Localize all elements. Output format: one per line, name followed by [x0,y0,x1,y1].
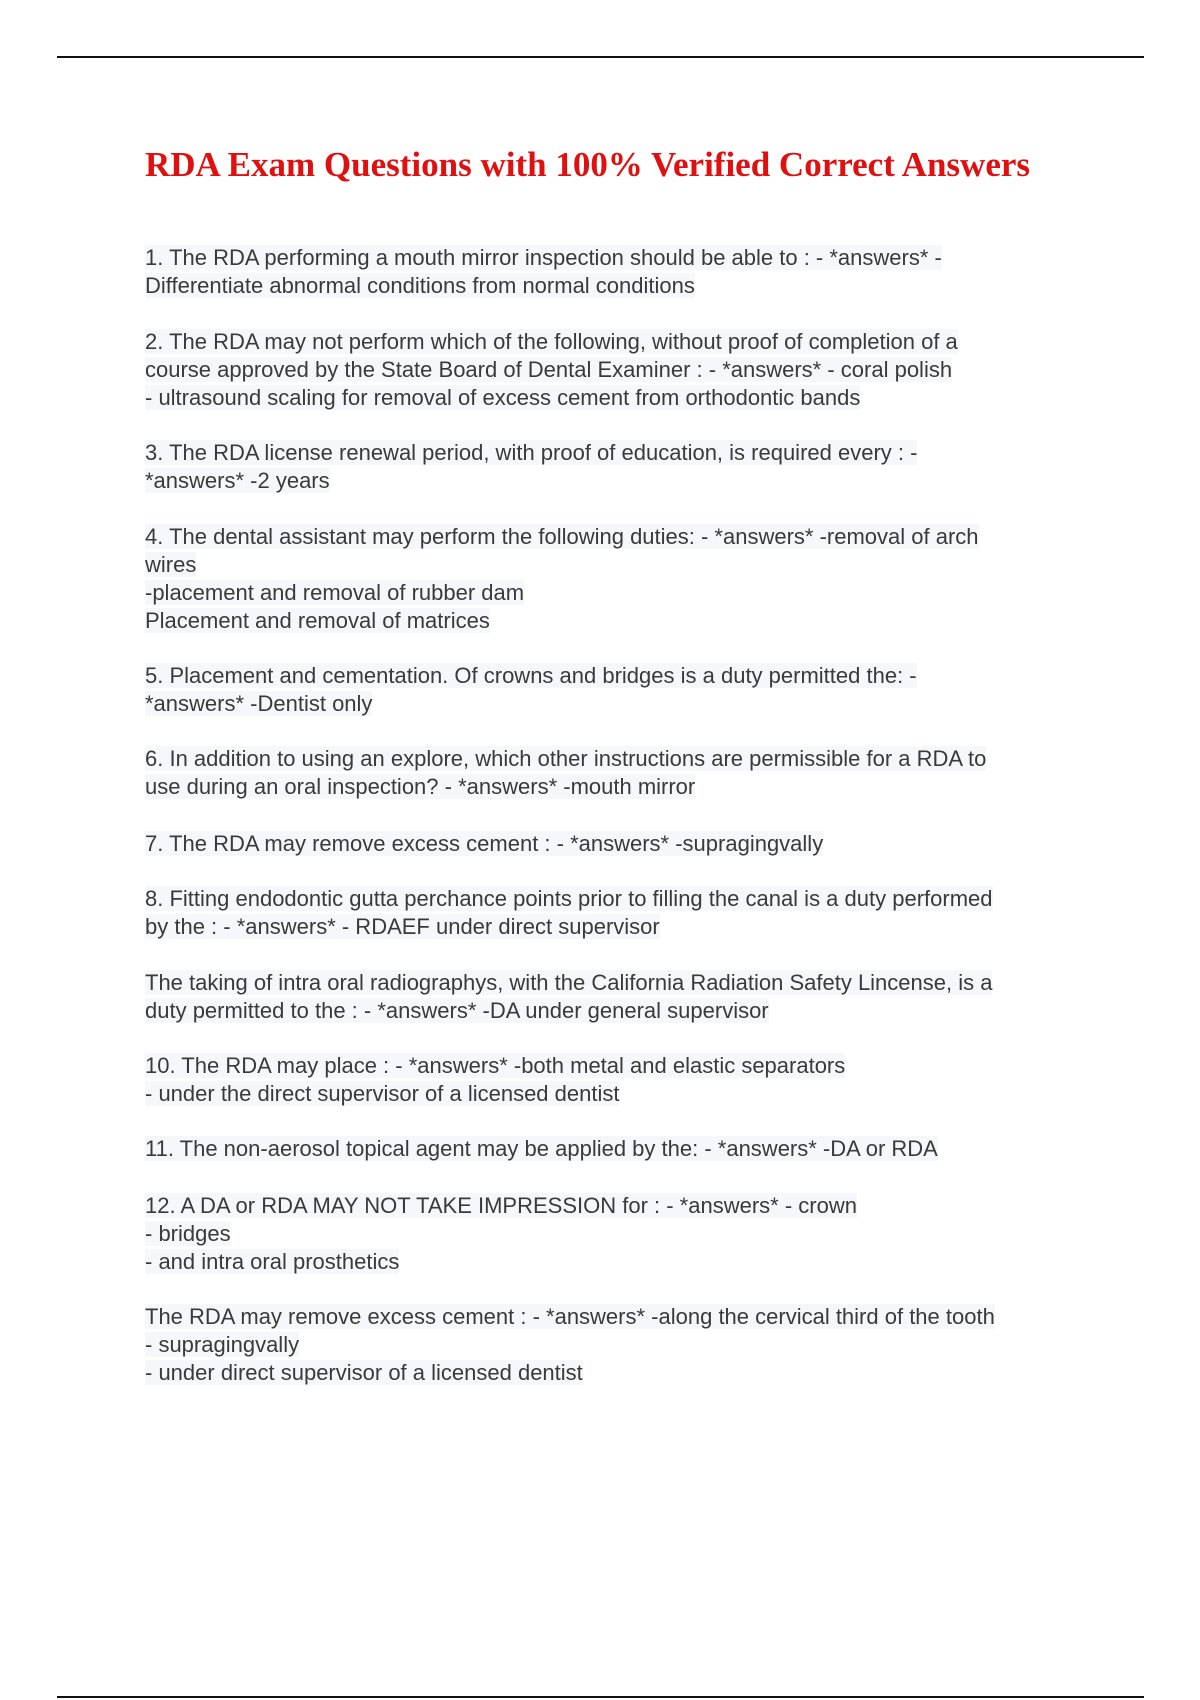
qa-line: 7. The RDA may remove excess cement : - *answers* -supragingvally [145,831,824,856]
page-title: RDA Exam Questions with 100% Verified Correct Answers [145,145,1031,184]
qa-line: use during an oral inspection? - *answers* -mouth mirror [145,774,696,799]
bottom-rule [57,1696,1144,1698]
qa-item-6 [145,745,1100,801]
qa-line: 4. The dental assistant may perform the following duties: - *answers* -removal of arch [145,524,979,549]
qa-line: Placement and removal of matrices [145,608,490,633]
qa-line: 8. Fitting endodontic gutta perchance points prior to filling the canal is a duty performed [145,886,993,911]
qa-item-4 [145,523,1100,635]
qa-item-5 [145,662,1100,718]
qa-line: - supragingvally [145,1332,300,1357]
qa-line: - under the direct supervisor of a licensed dentist [145,1081,620,1106]
qa-item-12 [145,1192,1100,1276]
qa-line: - bridges [145,1221,231,1246]
qa-line: 2. The RDA may not perform which of the following, without proof of completion of a [145,329,958,354]
qa-line: by the : - *answers* - RDAEF under direct supervisor [145,914,660,939]
qa-line: -placement and removal of rubber dam [145,580,525,605]
qa-item-3 [145,439,1100,495]
qa-line: 1. The RDA performing a mouth mirror inspection should be able to : - *answers* - [145,245,942,270]
qa-line: wires [145,552,197,577]
qa-line: The taking of intra oral radiographys, with the California Radiation Safety Lincense, is a [145,970,993,995]
qa-item-2 [145,328,1100,412]
qa-item-1 [145,244,1100,300]
qa-item-10 [145,1052,1100,1108]
qa-line: 6. In addition to using an explore, which other instructions are permissible for a RDA to [145,746,987,771]
qa-line: - under direct supervisor of a licensed dentist [145,1360,583,1385]
top-rule [57,56,1144,58]
qa-line: duty permitted to the : - *answers* -DA under general supervisor [145,998,769,1023]
qa-item-7 [145,830,1100,858]
qa-line: 5. Placement and cementation. Of crowns and bridges is a duty permitted the: - [145,663,917,688]
qa-item-8 [145,885,1100,941]
qa-item-13 [145,1303,1100,1387]
qa-line: 12. A DA or RDA MAY NOT TAKE IMPRESSION for : - *answers* - crown [145,1193,857,1218]
qa-line: The RDA may remove excess cement : - *answers* -along the cervical third of the tooth [145,1304,995,1329]
qa-line: Differentiate abnormal conditions from normal conditions [145,273,695,298]
qa-item-9 [145,969,1100,1025]
qa-line: 11. The non-aerosol topical agent may be applied by the: - *answers* -DA or RDA [145,1136,938,1161]
qa-line: 3. The RDA license renewal period, with proof of education, is required every : - [145,440,918,465]
qa-line: 10. The RDA may place : - *answers* -both metal and elastic separators [145,1053,846,1078]
qa-line: *answers* -2 years [145,468,330,493]
qa-item-11 [145,1135,1100,1163]
qa-line: - and intra oral prosthetics [145,1249,400,1274]
qa-line: - ultrasound scaling for removal of excess cement from orthodontic bands [145,385,861,410]
qa-line: *answers* -Dentist only [145,691,373,716]
qa-line: course approved by the State Board of Dental Examiner : - *answers* - coral polish [145,357,953,382]
